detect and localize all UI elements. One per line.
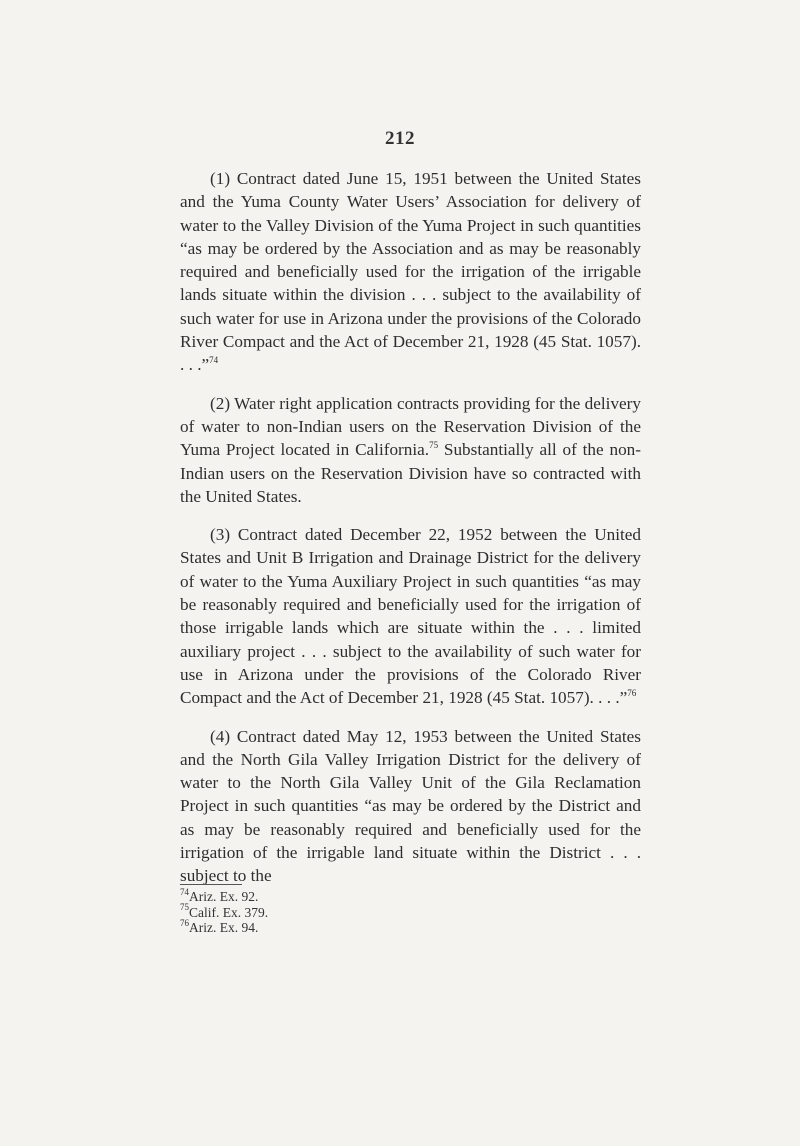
- paragraph-4: [180, 725, 641, 888]
- paragraph-text: (3) Contract dated December 22, 1952 between the United States and Unit B Irrigation and Drainage District for the delivery of water to the Yuma Auxiliary Project in such quantities “as may be reasonably required and beneficially used for the irrigation of those irrigable lands which are situate within the . . . limited auxiliary project . . . subject to the availability of such water for use in Arizona under the provisions of the Colorado River Compact and the Act of December 21, 1928 (45 Stat. 1057). . . .”: [180, 525, 641, 708]
- paragraph-text: (1) Contract dated June 15, 1951 between the United States and the Yuma County Water Users’ Association for delivery of water to the Valley Division of the Yuma Project in such quantities “as may be ordered by the Association and as may be reasonably required and beneficially used for the irrigation of the irrigable lands situate within the division . . . subject to the availability of such water for use in Arizona under the provisions of the Colorado River Compact and the Act of December 21, 1928 (45 Stat. 1057). . . .”: [180, 169, 641, 375]
- paragraph-3: [180, 523, 641, 709]
- footnote-text: Ariz. Ex. 94.: [189, 920, 259, 935]
- footnote-76: [180, 917, 480, 936]
- paragraph-1: [180, 167, 641, 377]
- paragraph-text: (2) Water right application contracts providing for the delivery of water to non-Indian users on the Reservation Division of the Yuma Project located in California.: [180, 393, 641, 460]
- paragraph-text-continued: Substantially all of the non-Indian users on the Reservation Division have so contracted with the United States.: [180, 440, 641, 506]
- footnotes: [180, 886, 480, 936]
- footnote-74: [180, 886, 480, 905]
- footnote-ref-76: 76: [627, 687, 637, 698]
- footnote-text: Ariz. Ex. 92.: [189, 889, 259, 904]
- footnote-75: [180, 902, 480, 921]
- footnote-number: 75: [180, 902, 189, 912]
- body-text: [180, 167, 641, 903]
- page-number: 212: [385, 128, 415, 149]
- footnote-divider: [180, 884, 242, 885]
- footnote-number: 76: [180, 917, 189, 928]
- paragraph-2: [180, 392, 641, 508]
- footnote-ref-75: 75: [429, 439, 439, 450]
- footnote-number: 74: [180, 886, 189, 897]
- footnote-ref-74: 74: [209, 354, 219, 365]
- paragraph-text: (4) Contract dated May 12, 1953 between the United States and the North Gila Valley Irrigation District for the delivery of water to the North Gila Valley Unit of the Gila Reclamation Project in such quantities “as may be ordered by the District and as may be reasonably required and beneficially used for the irrigation of the irrigable land situate within the District . . . subject to the: [180, 726, 641, 886]
- footnote-text: Calif. Ex. 379.: [189, 904, 269, 920]
